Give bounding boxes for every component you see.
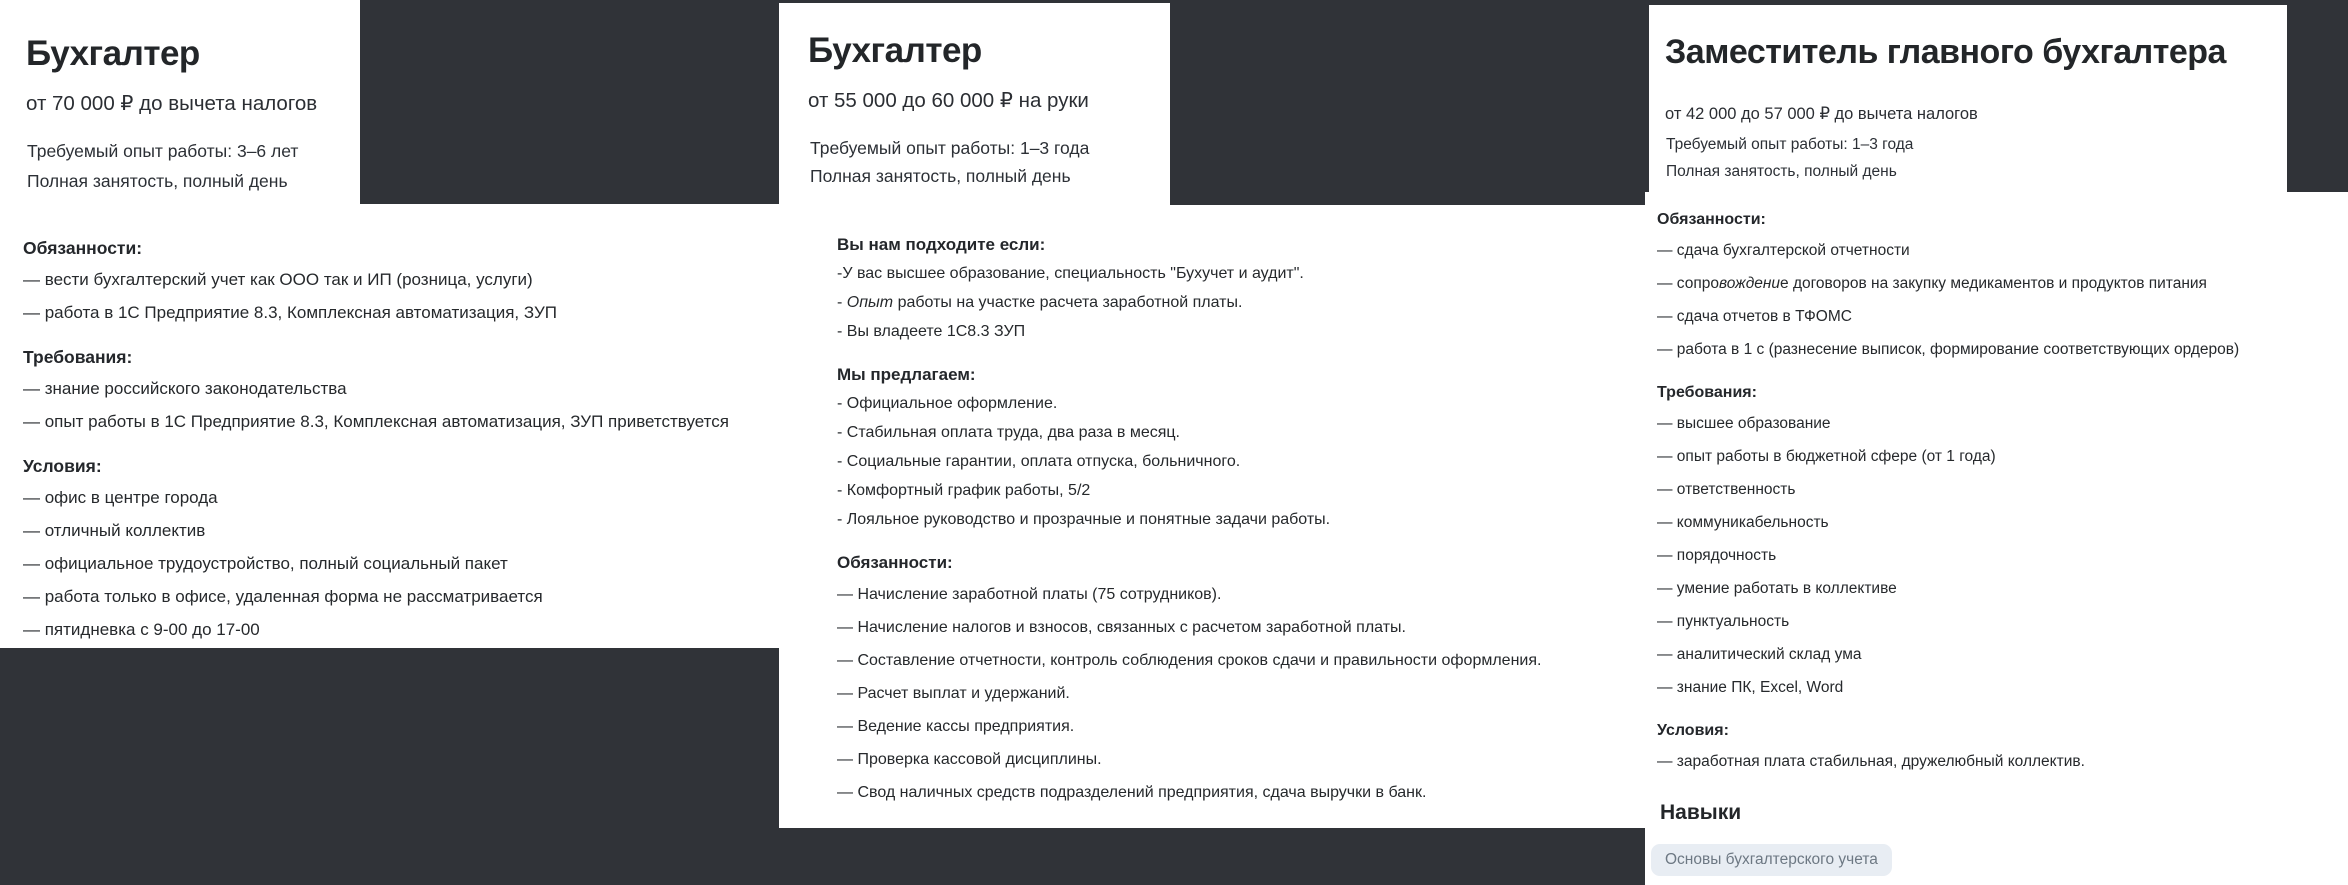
list-item: - Комфортный график работы, 5/2	[837, 482, 1091, 499]
list-item: — знание российского законодательства	[23, 379, 347, 398]
section-heading: Обязанности:	[1657, 211, 1766, 228]
vacancy-employment: Полная занятость, полный день	[27, 171, 288, 191]
list-item: — Свод наличных средств подразделений предприятия, сдача выручки в банк.	[837, 784, 1427, 801]
list-item: — официальное трудоустройство, полный социальный пакет	[23, 554, 508, 573]
vacancy-description	[837, 205, 1627, 816]
list-item: — Начисление налогов и взносов, связанных с расчетом заработной платы.	[837, 619, 1406, 636]
list-item: - Социальные гарантии, оплата отпуска, больничного.	[837, 453, 1241, 470]
list-item: -У вас высшее образование, специальность "Бухучет и аудит".	[837, 265, 1304, 282]
skills-heading: Навыки	[1660, 801, 1742, 824]
list-item: — знание ПК, Excel, Word	[1657, 679, 1844, 696]
list-item: — опыт работы в бюджетной сфере (от 1 года)	[1657, 448, 1996, 465]
vacancy-salary: от 55 000 до 60 000 ₽ на руки	[808, 89, 1089, 112]
list-item: — аналитический склад ума	[1657, 646, 1862, 663]
list-item: — работа в 1 с (разнесение выписок, формирование соответствующих ордеров)	[1657, 341, 2240, 358]
list-item: — вести бухгалтерский учет как ООО так и ИП (розница, услуги)	[23, 270, 533, 289]
vacancy-salary: от 42 000 до 57 000 ₽ до вычета налогов	[1665, 105, 1978, 123]
list-item: — ответственность	[1657, 481, 1796, 498]
list-item: — офис в центре города	[23, 488, 218, 507]
list-item: — пунктуальность	[1657, 613, 1790, 630]
list-item: — Проверка кассовой дисциплины.	[837, 751, 1102, 768]
vacancy-employment: Полная занятость, полный день	[810, 166, 1071, 186]
list-item: - Лояльное руководство и прозрачные и понятные задачи работы.	[837, 511, 1331, 528]
vacancy-description	[23, 204, 779, 653]
section-heading: Мы предлагаем:	[837, 365, 976, 384]
list-item: — отличный коллектив	[23, 521, 206, 540]
vacancy-description	[1657, 192, 2347, 785]
list-item: — работа только в офисе, удаленная форма не рассматривается	[23, 587, 543, 606]
list-item: — сдача бухгалтерской отчетности	[1657, 242, 1910, 259]
list-item: — работа в 1С Предприятие 8.3, Комплексная автоматизация, ЗУП	[23, 303, 557, 322]
section-heading: Условия:	[1657, 722, 1729, 739]
list-item: — Расчет выплат и удержаний.	[837, 685, 1070, 702]
section-heading: Условия:	[23, 456, 102, 476]
section-heading: Обязанности:	[23, 238, 143, 258]
list-item: — высшее образование	[1657, 415, 1831, 432]
section-heading: Требования:	[23, 347, 133, 367]
vacancy-title: Бухгалтер	[26, 34, 200, 73]
vacancy-title: Заместитель главного бухгалтера	[1665, 33, 2226, 71]
skill-tag: Основы бухгалтерского учета	[1651, 844, 1892, 876]
section-heading: Вы нам подходите если:	[837, 235, 1046, 254]
list-item: — Начисление заработной платы (75 сотрудников).	[837, 586, 1222, 603]
vacancy-experience: Требуемый опыт работы: 1–3 года	[810, 138, 1090, 158]
list-item: — сопровождение договоров на закупку медикаментов и продуктов питания	[1657, 275, 2207, 292]
vacancy-salary: от 70 000 ₽ до вычета налогов	[26, 92, 318, 115]
list-item: — опыт работы в 1С Предприятие 8.3, Комплексная автоматизация, ЗУП приветствуется	[23, 412, 729, 431]
list-item: — Ведение кассы предприятия.	[837, 718, 1075, 735]
list-item: — пятидневка с 9-00 до 17-00	[23, 620, 260, 639]
list-item: — умение работать в коллективе	[1657, 580, 1897, 597]
list-item: — сдача отчетов в ТФОМС	[1657, 308, 1852, 325]
list-item: — заработная плата стабильная, дружелюбный коллектив.	[1657, 753, 2085, 770]
list-item: - Стабильная оплата труда, два раза в месяц.	[837, 424, 1180, 441]
list-item: - Опыт работы на участке расчета заработной платы.	[837, 294, 1243, 311]
list-item: — коммуникабельность	[1657, 514, 1829, 531]
list-item: — Составление отчетности, контроль соблюдения сроков сдачи и правильности оформления.	[837, 652, 1542, 669]
vacancy-experience: Требуемый опыт работы: 3–6 лет	[27, 141, 299, 161]
list-item: — порядочность	[1657, 547, 1777, 564]
vacancy-title: Бухгалтер	[808, 31, 982, 70]
section-heading: Требования:	[1657, 384, 1757, 401]
vacancy-employment: Полная занятость, полный день	[1666, 163, 1897, 180]
section-heading: Обязанности:	[837, 553, 953, 572]
list-item: - Официальное оформление.	[837, 395, 1058, 412]
vacancy-experience: Требуемый опыт работы: 1–3 года	[1666, 136, 1914, 153]
list-item: - Вы владеете 1С8.3 ЗУП	[837, 323, 1026, 340]
